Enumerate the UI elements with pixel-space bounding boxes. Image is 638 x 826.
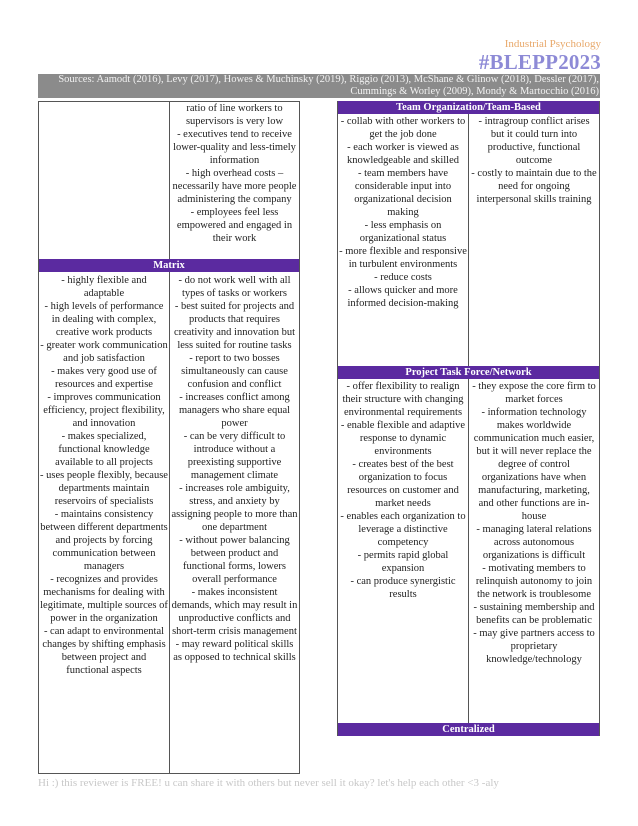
centralized-header: Centralized — [338, 723, 599, 736]
hashtag-title: #BLEPP2023 — [478, 50, 601, 74]
network-cons-cell: - they expose the core firm to market forces - information technology makes worldwide communication much easier, but it will never replace the degree of control organizations have when manufacturing, marketing, and other functions are in-house - managing lateral relations across autonomous organizations is difficult - motivating members to relinquish autonomy to join the network is troublesome - sustaining membership and benefits can be problematic - may give partners access to proprietary knowledge/technology — [472, 381, 596, 665]
hierarchy-cons-cell: ratio of line workers to supervisors is very low - executives tend to receive lower-quality and less-timely information - high overhead costs – necessarily have more people administering the company - employees feel less empowered and engaged in their work — [172, 103, 297, 244]
network-header: Project Task Force/Network — [338, 366, 599, 379]
team-pros-cell: - collab with other workers to get the job done - each worker is viewed as knowledgeable and skilled - team members have considerable input into organizational decision making - less emphasis on organizational status - more flexible and responsive in turbulent environments - reduce costs - allows quicker and more informed decision-making — [339, 116, 467, 309]
footer-note: Hi :) this reviewer is FREE! u can share it with others but never sell it okay? let's help each other <3 -aly — [38, 777, 499, 789]
matrix-pros-cell: - highly flexible and adaptable - high levels of performance in dealing with complex, creative work products - greater work communication and job satisfaction - makes very good use of resources and expertise - improves communication efficiency, project flexibility, and innovation - makes specialized, functional knowledge available to all projects - uses people flexibly, because departments maintain reservoirs of specialists - maintains consistency between different departments and projects by forcing communication between managers - recognizes and provides mechanisms for dealing with legitimate, multiple sources of power in the organization - can adapt to environmental changes by shifting emphasis between project and functional aspects — [40, 275, 168, 676]
network-pros-cell: - offer flexibility to realign their structure with changing environmental requirements - enable flexible and adaptive response to dynamic environments - creates best of the best organization to focus resources on customer and market needs - enables each organization to leverage a distinctive competency - permits rapid global expansion - can produce synergistic results — [340, 381, 466, 600]
team-header: Team Organization/Team-Based — [338, 101, 599, 114]
team-cons-cell: - intragroup conflict arises but it could turn into productive, functional outcome - costly to maintain due to the need for ongoing interpersonal skills training — [471, 116, 597, 205]
subject-label: Industrial Psychology — [504, 38, 601, 50]
left-upper-divider — [169, 101, 170, 259]
right-upper-divider — [468, 114, 469, 366]
left-lower-divider — [169, 272, 170, 774]
right-lower-divider — [468, 379, 469, 723]
sources-banner: Sources: Aamodt (2016), Levy (2017), Howes & Muchinsky (2019), Riggio (2013), McShane & Glinow (2018), Dessler (2017), Cummings & Worley (2009), Mondy & Martocchio (2016) — [38, 74, 600, 98]
matrix-cons-cell: - do not work well with all types of tasks or workers - best suited for projects and products that requires creativity and innovation but less suited for routine tasks - report to two bosses simultaneously can cause confusion and conflict - increases conflict among managers who share equal power - can be very difficult to introduce without a preexisting supportive management climate - increases role ambiguity, stress, and anxiety by assigning people to more than one department - without power balancing between product and functional forms, lowers overall performance - makes inconsistent demands, which may result in unproductive conflicts and short-term crisis management - may reward political skills as opposed to technical skills — [171, 275, 298, 663]
matrix-header: Matrix — [39, 259, 299, 272]
